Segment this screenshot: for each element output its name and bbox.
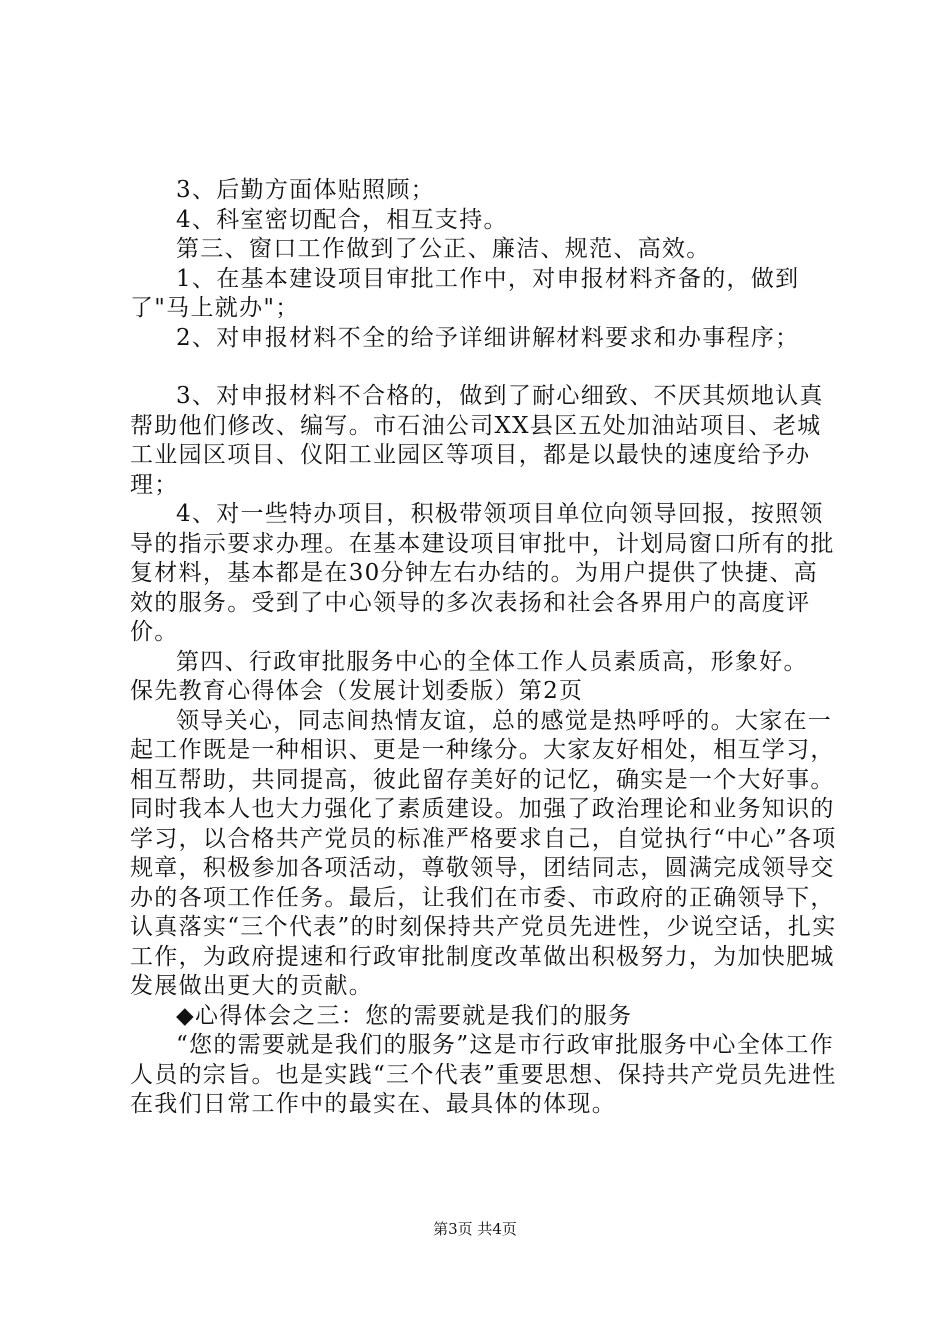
section-heading: 第四、行政审批服务中心的全体工作人员素质高，形象好。 xyxy=(176,648,808,675)
paragraph: 领导关心，同志间热情友谊，总的感觉是热呼呼的。大家在一起工作既是一种相识、更是一种缘分。大家友好相处，相互学习，相互帮助，共同提高，彼此留存美好的记忆，确实是一个大好事。同时我本人也大力强化了素质建设。加强了政治理论和业务知识的学习，以合格共产党员的标准严格要求自己，自觉执行“中心”各项规章，积极参加各项活动，尊敬领导，团结同志，圆满完成领导交办的各项工作任务。最后，让我们在市委、市政府的正确领导下，认真落实“三个代表”的时刻保持共产党员先进性，少说空话，扎实工作，为政府提速和行政审批制度改革做出积极努力，为加快肥城发展做出更大的贡献。 xyxy=(130,707,837,999)
inline-page-title: 保先教育心得体会（发展计划委版）第2页 xyxy=(130,678,584,704)
document-body xyxy=(130,176,840,1120)
section-heading: ◆心得体会之三：您的需要就是我们的服务 xyxy=(176,1002,633,1029)
paragraph: 3、对申报材料不合格的，做到了耐心细致、不厌其烦地认真帮助他们修改、编写。市石油公司XX县区五处加油站项目、老城工业园区项目、仪阳工业园区等项目，都是以最快的速度给予办理； xyxy=(130,383,824,498)
paragraph: 1、在基本建设项目审批工作中，对申报材料齐备的，做到了"马上就办"； xyxy=(130,265,800,321)
paragraph: 4、对一些特办项目，积极带领项目单位向领导回报，按照领导的指示要求办理。在基本建设项目审批中，计划局窗口所有的批复材料，基本都是在30分钟左右办结的。为用户提供了快捷、高效的服务。受到了中心领导的多次表扬和社会各界用户的高度评价。 xyxy=(130,501,835,645)
page-footer: 第3页 共4页 xyxy=(433,1220,517,1238)
paragraph: “您的需要就是我们的服务”这是市行政审批服务中心全体工作人员的宗旨。也是实践“三个代表”重要思想、保持共产党员先进性在我们日常工作中的最实在、最具体的体现。 xyxy=(130,1032,837,1117)
paragraph: 2、对申报材料不全的给予详细讲解材料要求和办事程序； xyxy=(176,324,800,351)
paragraph: 第三、窗口工作做到了公正、廉洁、规范、高效。 xyxy=(176,236,711,262)
paragraph: 4、科室密切配合，相互支持。 xyxy=(176,206,508,233)
blank-line xyxy=(130,353,840,382)
paragraph: 3、后勤方面体贴照顾； xyxy=(176,177,435,203)
